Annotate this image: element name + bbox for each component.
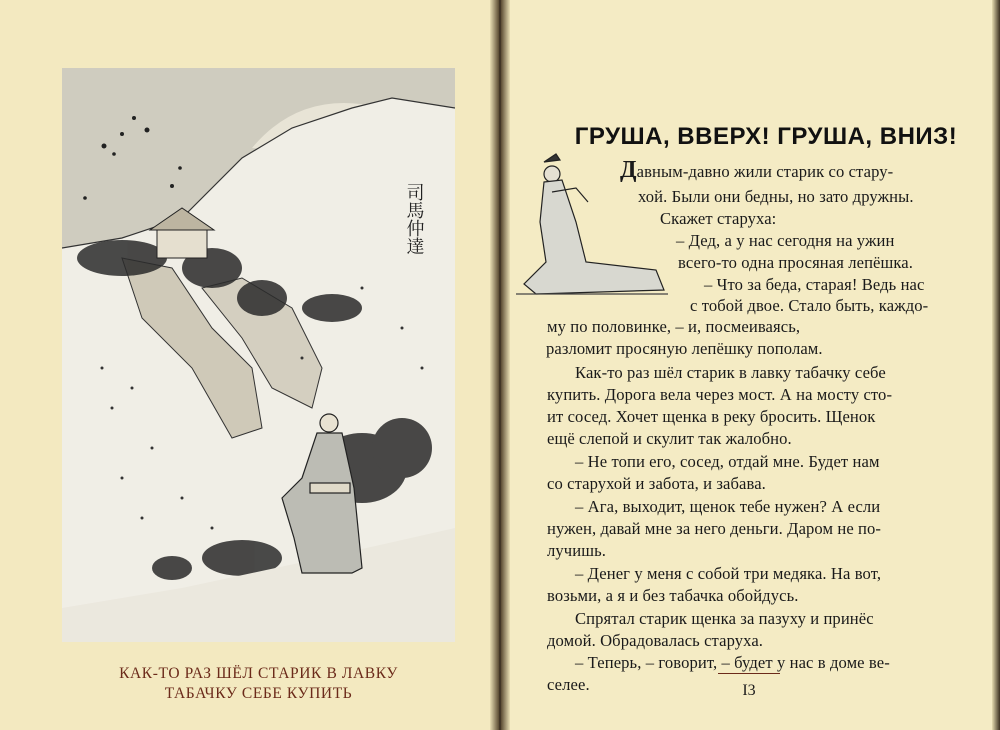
illustration-caption: [40, 664, 477, 704]
story-line-10: Как-то раз шёл старик в лавку табачку себе: [575, 363, 886, 382]
story-line-1-text: авным-давно жили старик со стару-: [636, 162, 894, 181]
story-line-5: всего-то одна просяная лепёшка.: [678, 253, 914, 272]
story-line-11: купить. Дорога вела через мост. А на мосту сто-: [547, 385, 893, 404]
story-line-24: селее.: [547, 675, 590, 694]
story-line-23: – Теперь, – говорит, – будет у нас в доме ве-: [575, 653, 890, 672]
story-line-7: с тобой двое. Стало быть, каждо-: [690, 296, 929, 315]
page-number: I3: [742, 682, 756, 699]
story-line-17: нужен, давай мне за него деньги. Даром не по-: [547, 519, 882, 538]
story-line-1: [620, 157, 893, 184]
story-title: ГРУША, ВВЕРХ! ГРУША, ВНИЗ!: [574, 123, 958, 150]
story-line-21: Спрятал старик щенка за пазуху и принёс: [575, 609, 874, 628]
illustration-inscription: 司馬仲達: [403, 183, 425, 255]
story-line-20: возьми, а я и без табачка обойдусь.: [547, 586, 799, 605]
story-line-2: хой. Были они бедны, но зато дружны.: [638, 187, 914, 206]
landscape-ink-painting-icon: [62, 68, 455, 642]
story-line-18: лучишь.: [547, 541, 606, 560]
story-line-8: му по половинке, – и, посмеиваясь,: [547, 317, 801, 336]
story-line-19: – Денег у меня с собой три медяка. На вот,: [575, 564, 882, 583]
story-line-4: – Дед, а у нас сегодня на ужин: [676, 231, 895, 250]
caption-line-2: ТАБАЧКУ СЕБЕ КУПИТЬ: [164, 685, 353, 702]
story-line-15: со старухой и забота, и забава.: [547, 474, 766, 493]
story-line-12: ит сосед. Хочет щенка в реку бросить. Щенок: [547, 407, 876, 426]
story-line-13: ещё слепой и скулит так жалобно.: [547, 429, 792, 448]
page-number-rule: [718, 673, 780, 674]
landscape-illustration: [62, 68, 455, 642]
story-line-6: – Что за беда, старая! Ведь нас: [704, 275, 925, 294]
story-line-14: – Не топи его, сосед, отдай мне. Будет нам: [575, 452, 880, 471]
story-line-16: – Ага, выходит, щенок тебе нужен? А если: [575, 497, 881, 516]
book-gutter: [490, 0, 510, 730]
page-edge: [992, 0, 1000, 730]
caption-line-1: КАК-ТО РАЗ ШЁЛ СТАРИК В ЛАВКУ: [119, 665, 398, 682]
drop-cap: Д: [620, 157, 637, 183]
story-line-3: Скажет старуха:: [660, 209, 777, 228]
story-line-22: домой. Обрадовалась старуха.: [547, 631, 764, 650]
story-line-9: разломит просяную лепёшку пополам.: [546, 339, 823, 358]
